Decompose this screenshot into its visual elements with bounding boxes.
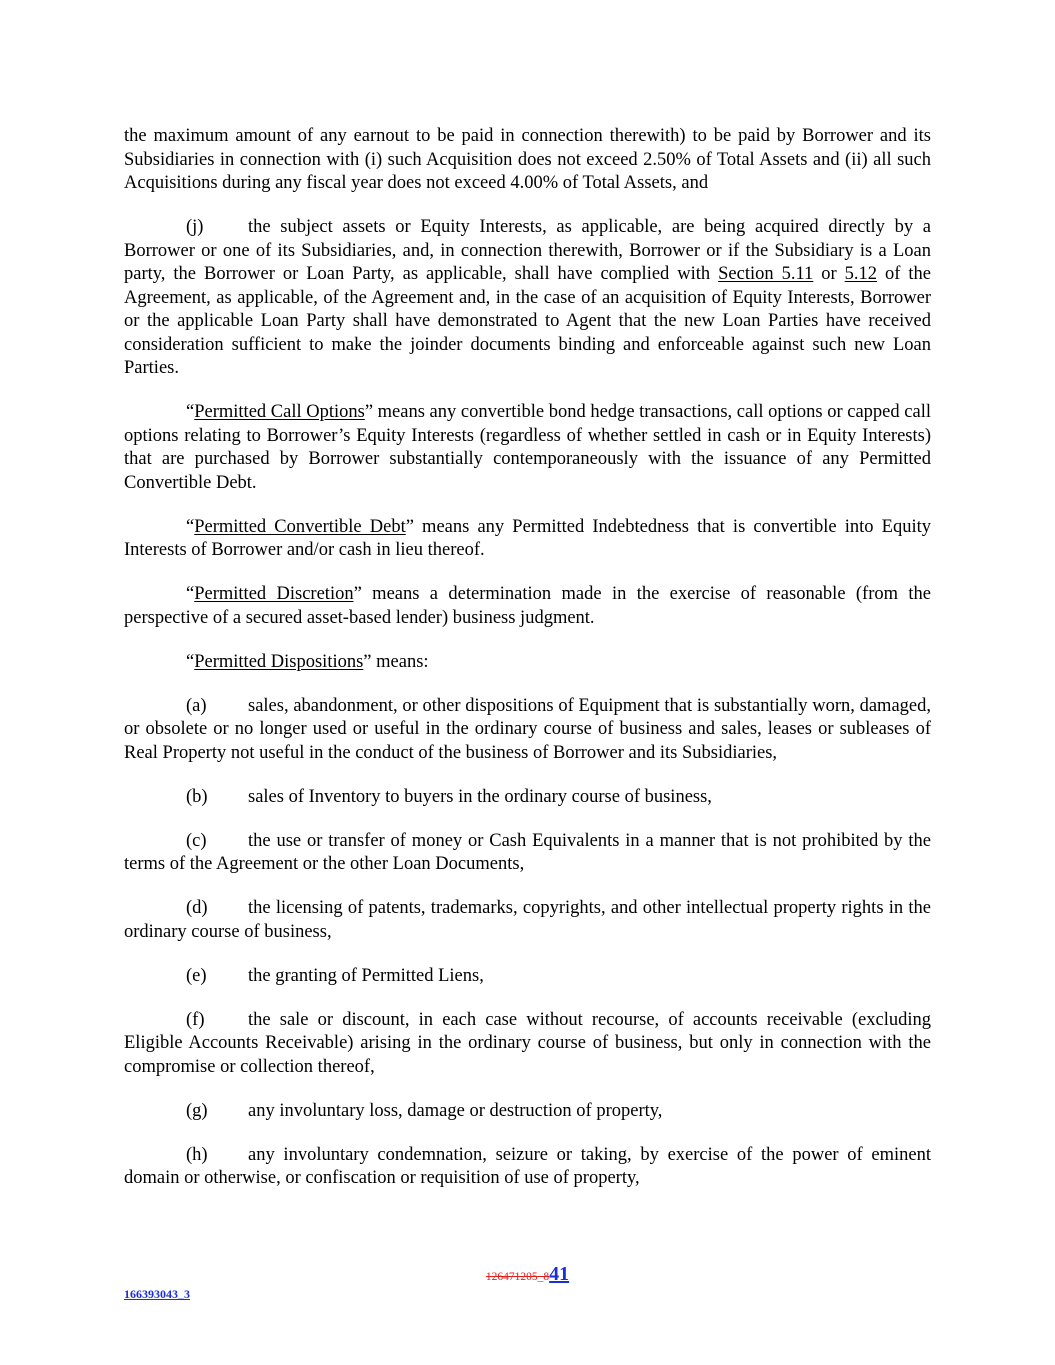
clause-label: (d)	[186, 898, 208, 918]
clause-label: (f)	[186, 1009, 205, 1030]
paragraph-earnout-continuation: the maximum amount of any earnout to be paid in connection therewith) to be paid by Borrower and its Subsidiaries in connection with (i) such Acquisition does not exceed 2.50% of Total Assets and (ii) all such Acquisitions during any fiscal year does not exceed 4.00% of Total Assets, and	[124, 126, 931, 193]
clause-e: (e) the granting of Permitted Liens,	[124, 965, 931, 989]
document-body	[124, 125, 931, 1211]
definition-permitted-dispositions: “Permitted Dispositions” means:	[186, 651, 429, 672]
clause-a: (a) sales, abandonment, or other dispositions of Equipment that is substantially worn, damaged, or obsolete or no longer used or useful in the ordinary course of business and sales, leases or subleases of Real Property not useful in the conduct of the business of Borrower and its Subsidiaries,	[124, 695, 931, 763]
clause-g: (g) any involuntary loss, damage or destruction of property,	[124, 1100, 931, 1124]
clause-label: (g)	[186, 1100, 208, 1121]
definition-permitted-call-options: “Permitted Call Options” means any convertible bond hedge transactions, call options or capped call options relating to Borrower’s Equity Interests (regardless of whether settled in cash or in Equity Interests) that are purchased by Borrower substantially contemporaneously with the issuance of any Permitted Convertible Debt.	[124, 402, 931, 493]
clause-b: (b) sales of Inventory to buyers in the ordinary course of business,	[124, 786, 931, 810]
clause-label: (b)	[186, 786, 208, 807]
defined-term: Permitted Dispositions	[194, 651, 364, 672]
clause-j: (j) the subject assets or Equity Interests, as applicable, are being acquired directly by a Borrower or one of its Subsidiaries, and, in connection therewith, Borrower or if the Subsidiary is a Loan party, the Borrower or Loan Party, as applicable, shall have complied with Section 5.11 or 5.12 of the Agreement, as applicable, of the Agreement and, in the case of an acquisition of Equity Interests, Borrower or the applicable Loan Party shall have demonstrated to Agent that the new Loan Parties have received consideration sufficient to make the joinder documents binding and enforceable against such new Loan Parties.	[124, 217, 931, 378]
clause-label: (h)	[186, 1144, 208, 1165]
clause-label: (c)	[186, 830, 207, 851]
section-reference-link: Section 5.11	[718, 264, 814, 284]
definition-permitted-convertible-debt: “Permitted Convertible Debt” means any Permitted Indebtedness that is convertible into Equity Interests of Borrower and/or cash in lieu thereof.	[124, 516, 931, 560]
document-id: 166393043_3	[124, 1287, 190, 1301]
defined-term: Permitted Convertible Debt	[194, 516, 406, 537]
defined-term: Permitted Discretion	[194, 584, 354, 604]
clause-label: (a)	[186, 695, 207, 716]
page-number: 41	[549, 1263, 570, 1285]
page-number-footer	[0, 1263, 1055, 1286]
clause-h: (h) any involuntary condemnation, seizure or taking, by exercise of the power of eminent domain or otherwise, or confiscation or requisition of use of property,	[124, 1144, 931, 1188]
clause-f: (f) the sale or discount, in each case without recourse, of accounts receivable (excluding Eligible Accounts Receivable) arising in the ordinary course of business, but only in connection with the compromise or collection thereof,	[124, 1009, 931, 1077]
clause-label: (j)	[186, 217, 204, 237]
clause-d: (d) the licensing of patents, trademarks, copyrights, and other intellectual property rights in the ordinary course of business,	[124, 898, 931, 942]
clause-c: (c) the use or transfer of money or Cash Equivalents in a manner that is not prohibited by the terms of the Agreement or the other Loan Documents,	[124, 830, 931, 874]
definition-permitted-discretion: “Permitted Discretion” means a determination made in the exercise of reasonable (from the perspective of a secured asset-based lender) business judgment.	[124, 584, 931, 628]
deleted-page-reference: 126471205_8	[485, 1271, 550, 1283]
defined-term: Permitted Call Options	[194, 402, 365, 422]
section-reference-link: 5.12	[844, 264, 878, 284]
clause-label: (e)	[186, 965, 207, 986]
